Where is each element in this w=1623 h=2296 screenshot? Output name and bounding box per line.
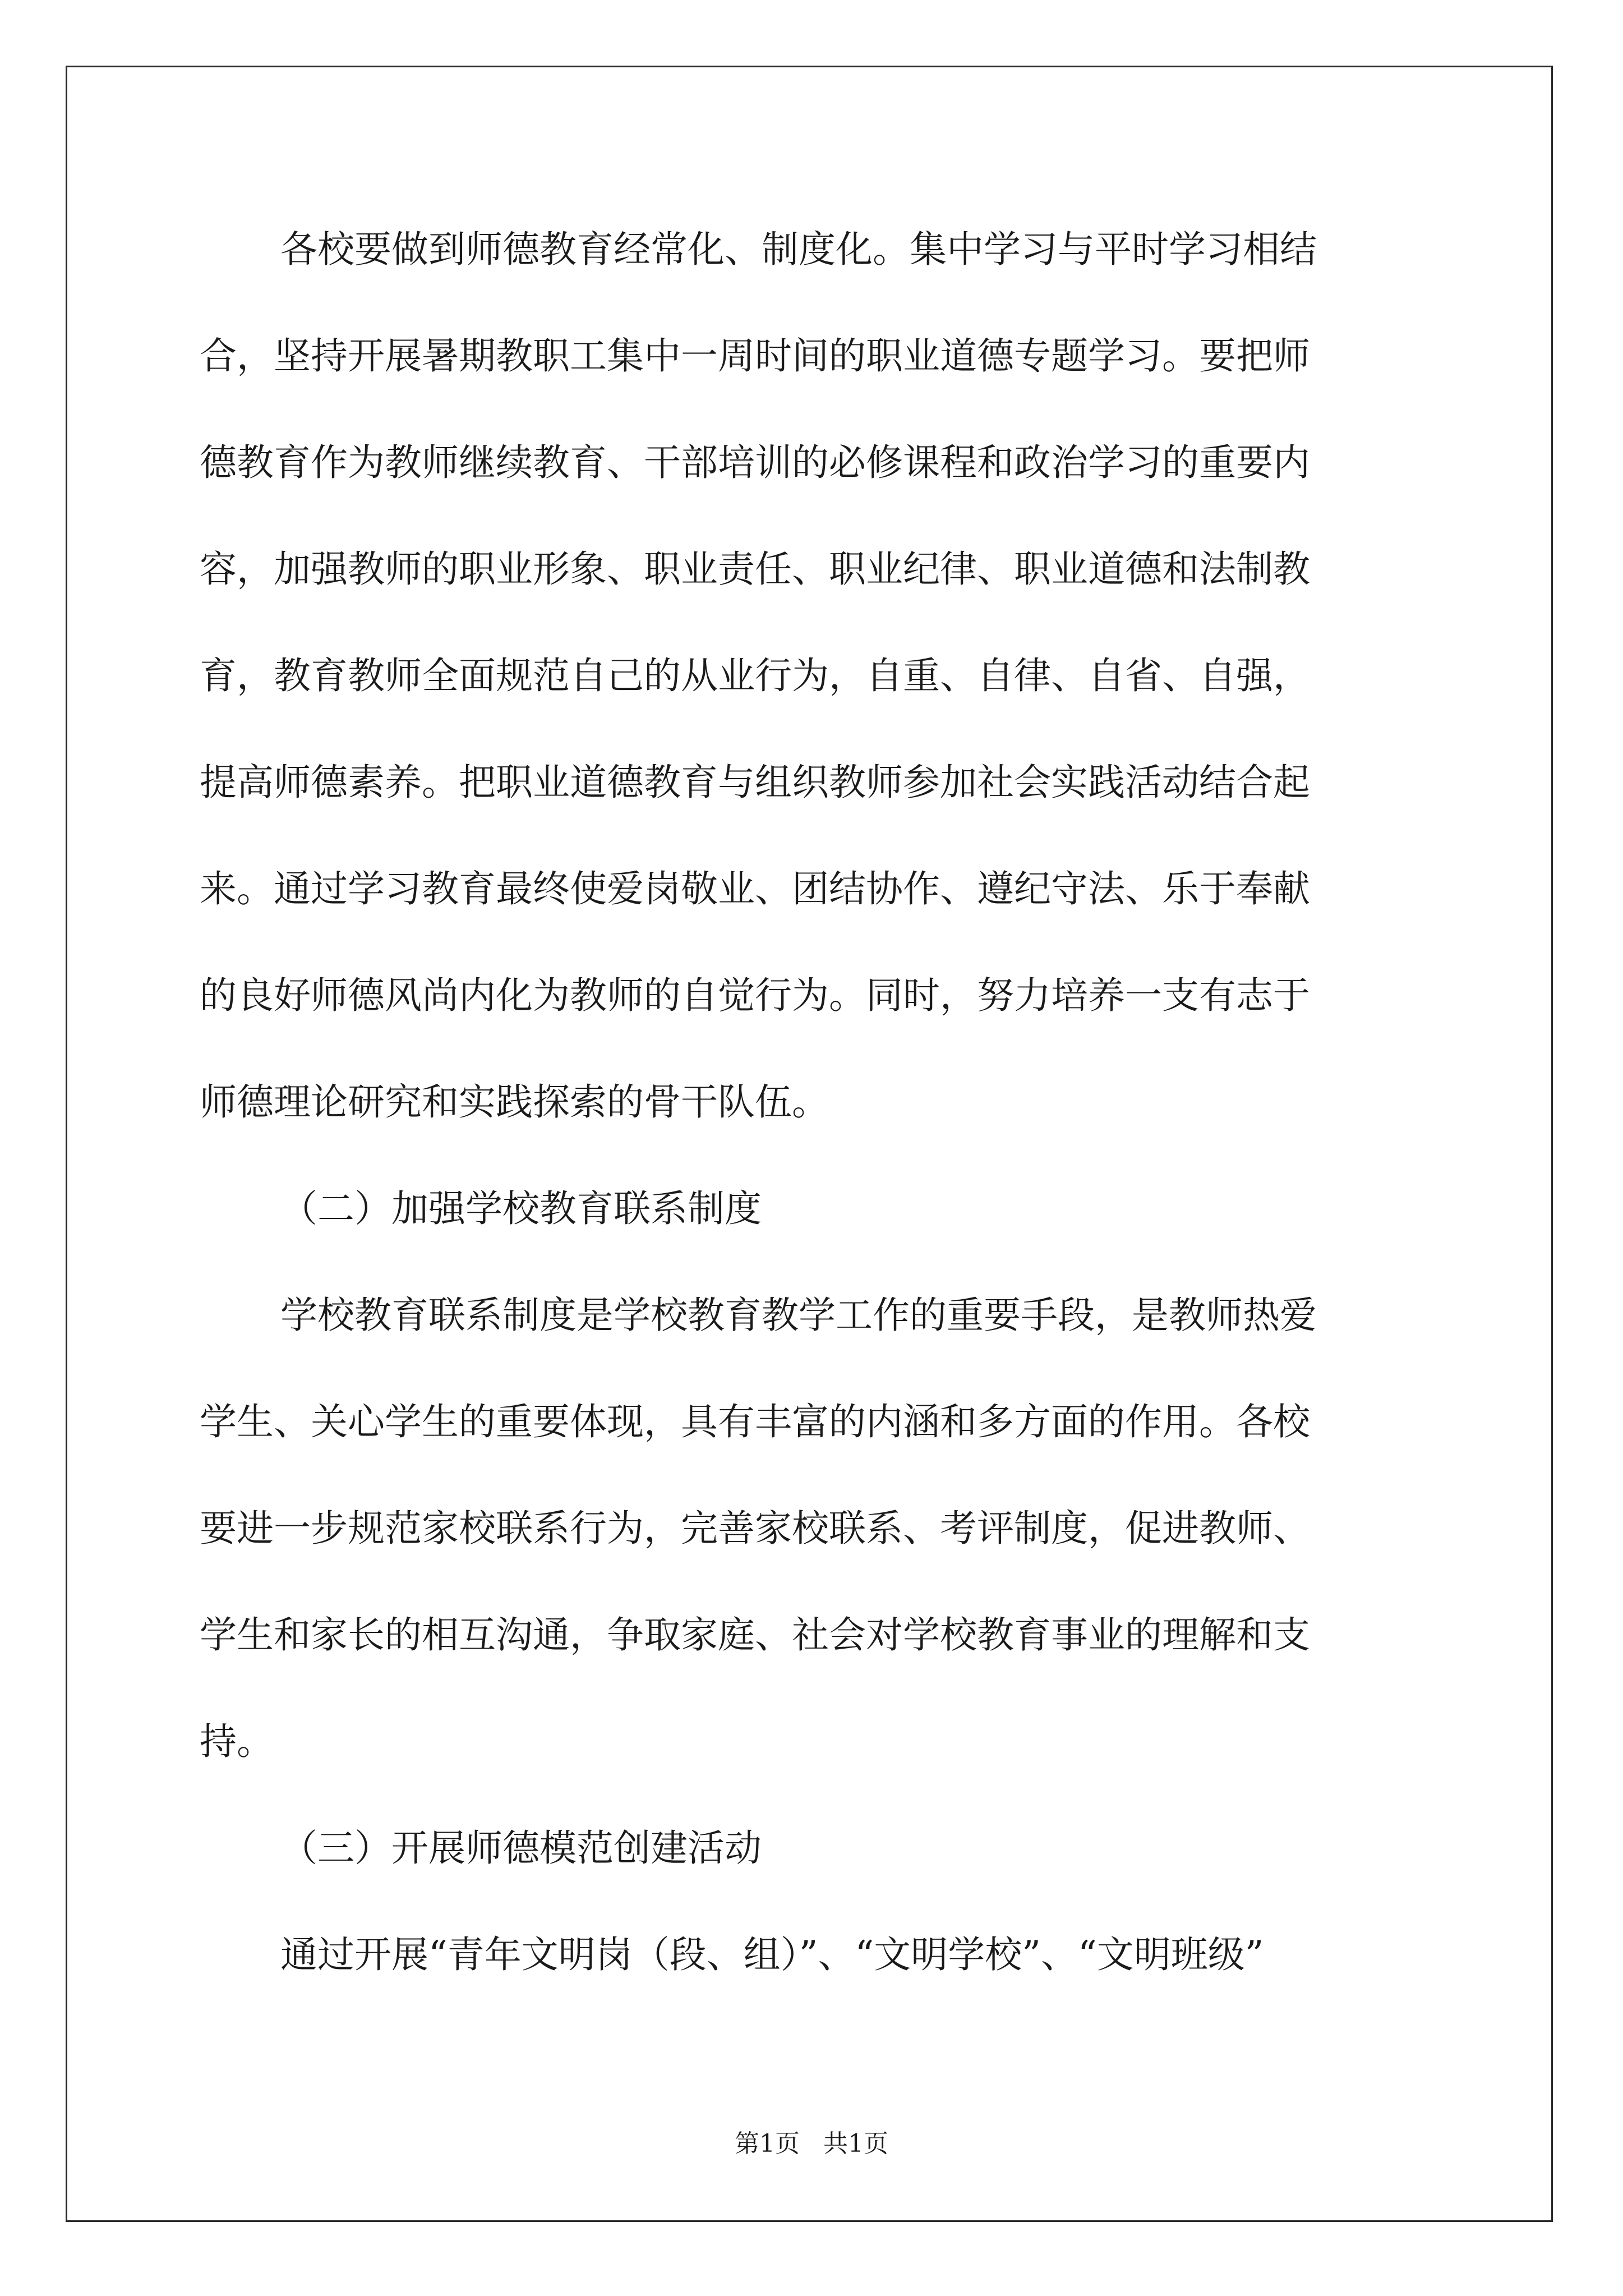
paragraph-line: 学校教育联系制度是学校教育教学工作的重要手段，是教师热爱 [280, 1294, 1317, 1337]
section-heading: （三）开展师德模范创建活动 [280, 1826, 762, 1870]
paragraph-line: 德教育作为教师继续教育、干部培训的必修课程和政治学习的重要内 [200, 441, 1310, 484]
paragraph-line: 提高师德素养。把职业道德教育与组织教师参加社会实践活动结合起 [200, 761, 1310, 804]
page-footer: 第1页 共1页 [735, 2129, 888, 2158]
paragraph-line: 通过开展“青年文明岗（段、组）”、“文明学校”、“文明班级” [280, 1933, 1264, 1976]
paragraph-line: 持。 [200, 1720, 274, 1763]
paragraph-line: 学生和家长的相互沟通，争取家庭、社会对学校教育事业的理解和支 [200, 1613, 1310, 1657]
paragraph-line: 师德理论研究和实践探索的骨干队伍。 [200, 1080, 829, 1124]
paragraph-line: 合，坚持开展暑期教职工集中一周时间的职业道德专题学习。要把师 [200, 334, 1310, 378]
paragraph-line: 各校要做到师德教育经常化、制度化。集中学习与平时学习相结 [280, 228, 1317, 271]
paragraph-line: 要进一步规范家校联系行为，完善家校联系、考评制度，促进教师、 [200, 1507, 1310, 1550]
paragraph-line: 容，加强教师的职业形象、职业责任、职业纪律、职业道德和法制教 [200, 547, 1310, 591]
paragraph-line: 来。通过学习教育最终使爱岗敬业、团结协作、遵纪守法、乐于奉献 [200, 867, 1310, 910]
paragraph-line: 学生、关心学生的重要体现，具有丰富的内涵和多方面的作用。各校 [200, 1400, 1310, 1443]
section-heading: （二）加强学校教育联系制度 [280, 1187, 762, 1230]
page-border [66, 66, 1553, 2222]
paragraph-line: 的良好师德风尚内化为教师的自觉行为。同时，努力培养一支有志于 [200, 974, 1310, 1017]
paragraph-line: 育，教育教师全面规范自己的从业行为，自重、自律、自省、自强， [200, 654, 1310, 697]
